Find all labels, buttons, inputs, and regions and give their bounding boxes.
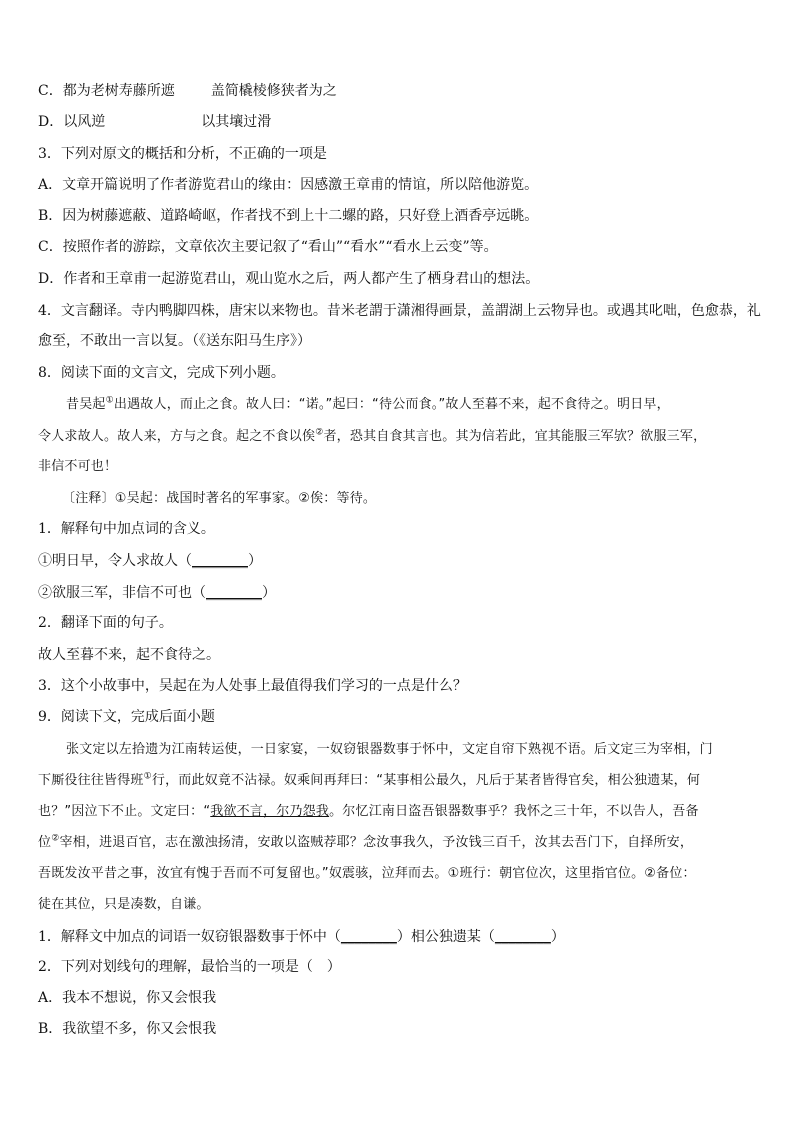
q9-passage-line-6: 徒在其位，只是凑数，自谦。 [38,897,210,912]
passage-text: 出遇故人，而止之食。故人曰：“诺。”起曰：“待公而食。”故人至暮不来，起不食待之。明日早， [113,397,670,412]
item-text: ①明日早，令人求故人（ [38,553,192,569]
q9-passage-line-2 [38,772,758,790]
q3-stem: 3．下列对原文的概括和分析，不正确的一项是 [38,146,327,162]
option-label: C． [38,83,63,99]
q2-option-d [38,113,758,131]
passage-text: 也？”因泣下不止。文定曰：“ [38,804,211,819]
answer-blank[interactable]: ________ [494,929,551,945]
q3-option-d: D．作者和王章甫一起游览君山，观山览水之后，两人都产生了栖身君山的想法。 [38,271,540,287]
option-text-right: 以其壤过滑 [201,114,272,130]
passage-text: 昔吴起 [66,397,106,412]
item-text: ）相公独遗某（ [396,929,495,945]
q9-sub1 [38,928,758,946]
q8-sub1-item-1 [38,552,758,570]
item-text: ②欲服三军，非信不可也（ [38,585,206,601]
q8-sub1-item-2 [38,584,758,602]
q9-option-b: B．我欲望不多，你又会恨我 [38,1021,217,1037]
passage-text: 宰相，进退百官，志在激浊扬清，安敢以盗贼荐耶？念汝事我久，予汝钱三百千，汝其去吾门下，自择所安， [59,835,694,850]
footnote-marker: ① [105,395,114,406]
q8-sub3: 3．这个小故事中，吴起在为人处事上最值得我们学习的一点是什么？ [38,678,467,694]
option-label: D． [38,114,64,130]
paren: ） [550,929,565,945]
option-text-left: 都为老树寿藤所遮 [62,83,175,99]
q8-passage-line-2 [38,428,758,446]
q8-sub2: 2．翻译下面的句子。 [38,615,173,631]
passage-text: 。尔忆江南日盗吾银器数事乎？我怀之三十年，不以告人，吾备 [329,804,699,819]
passage-text: 者，恐其自食其言也。其为信若此，宜其能服三军欤？欲服三军， [323,429,707,444]
item-text: 1．解释文中加点的词语一奴窃银器数事于怀中（ [38,929,341,945]
passage-text: 行，而此奴竟不沾禄。奴乘间再拜曰：“某事相公最久，凡后于某者皆得官矣，相公独遗某，何 [151,773,701,788]
footnote-marker: ② [315,427,324,438]
q4-line-1: 4．文言翻译。寺内鸭脚四株，唐宋以来物也。昔米老謂于潇湘得画景，盖謂湖上云物异也。或遇其叱咄，色愈恭，礼 [38,303,761,319]
passage-text: 下厮役往往皆得班 [38,773,144,788]
q8-passage-line-3: 非信不可也！ [38,459,118,474]
q9-passage-line-4 [38,834,758,852]
paren: ） [262,585,276,601]
q2-option-c [38,82,758,100]
passage-text: 令人求故人。故人来，方与之食。起之不食以俟 [38,429,316,444]
q4-line-2: 愈至，不敢出一言以复。（《送东阳马生序》） [38,333,311,349]
q8-notes: 〔注释〕①吴起：战国时著名的军事家。②俟：等待。 [62,491,377,506]
q3-option-b: B．因为树藤遮蔽、道路崎岖，作者找不到上十二螺的路，只好登上酒香亭远眺。 [38,208,539,224]
option-text-left: 以风逆 [63,114,106,130]
q8-sub1: 1．解释句中加点词的含义。 [38,521,215,537]
answer-blank[interactable]: ________ [192,553,248,569]
q9-passage-line-5: 吾既发汝平昔之事，汝宜有愧于吾而不可复留也。”奴震骇，泣拜而去。①班行：朝官位次，这里指官位。②备位： [38,866,696,881]
q9-passage-line-3 [38,803,758,821]
option-text-right: 盖简橇棱修狭者为之 [210,83,337,99]
q9-sub2: 2．下列对划线句的理解，最恰当的一项是（ ） [38,959,341,975]
q8-sub2-sentence: 故人至暮不来，起不食待之。 [38,647,220,663]
footnote-marker: ② [51,833,60,844]
underlined-sentence: 我欲不言，尔乃怨我 [210,804,330,819]
footnote-marker: ① [143,771,152,782]
q9-passage-line-1: 张文定以左拾遗为江南转运使，一日家宴，一奴窃银器数事于怀中，文定自帘下熟视不语。后文定三为宰相，门 [66,742,713,757]
q8-passage-line-1 [66,396,786,414]
answer-blank[interactable]: ________ [340,929,397,945]
q8-heading: 8．阅读下面的文言文，完成下列小题。 [38,365,285,381]
q9-option-a: A．我本不想说，你又会恨我 [38,990,217,1006]
passage-text: 位 [38,835,52,850]
paren: ） [248,553,262,569]
answer-blank[interactable]: ________ [206,585,262,601]
q3-option-c: C．按照作者的游踪，文章依次主要记叙了“看山”“看水”“看水上云变”等。 [38,239,498,255]
q3-option-a: A．文章开篇说明了作者游览君山的缘由：因感激王章甫的情谊，所以陪他游览。 [38,177,539,193]
q9-heading: 9．阅读下文，完成后面小题 [38,709,215,725]
